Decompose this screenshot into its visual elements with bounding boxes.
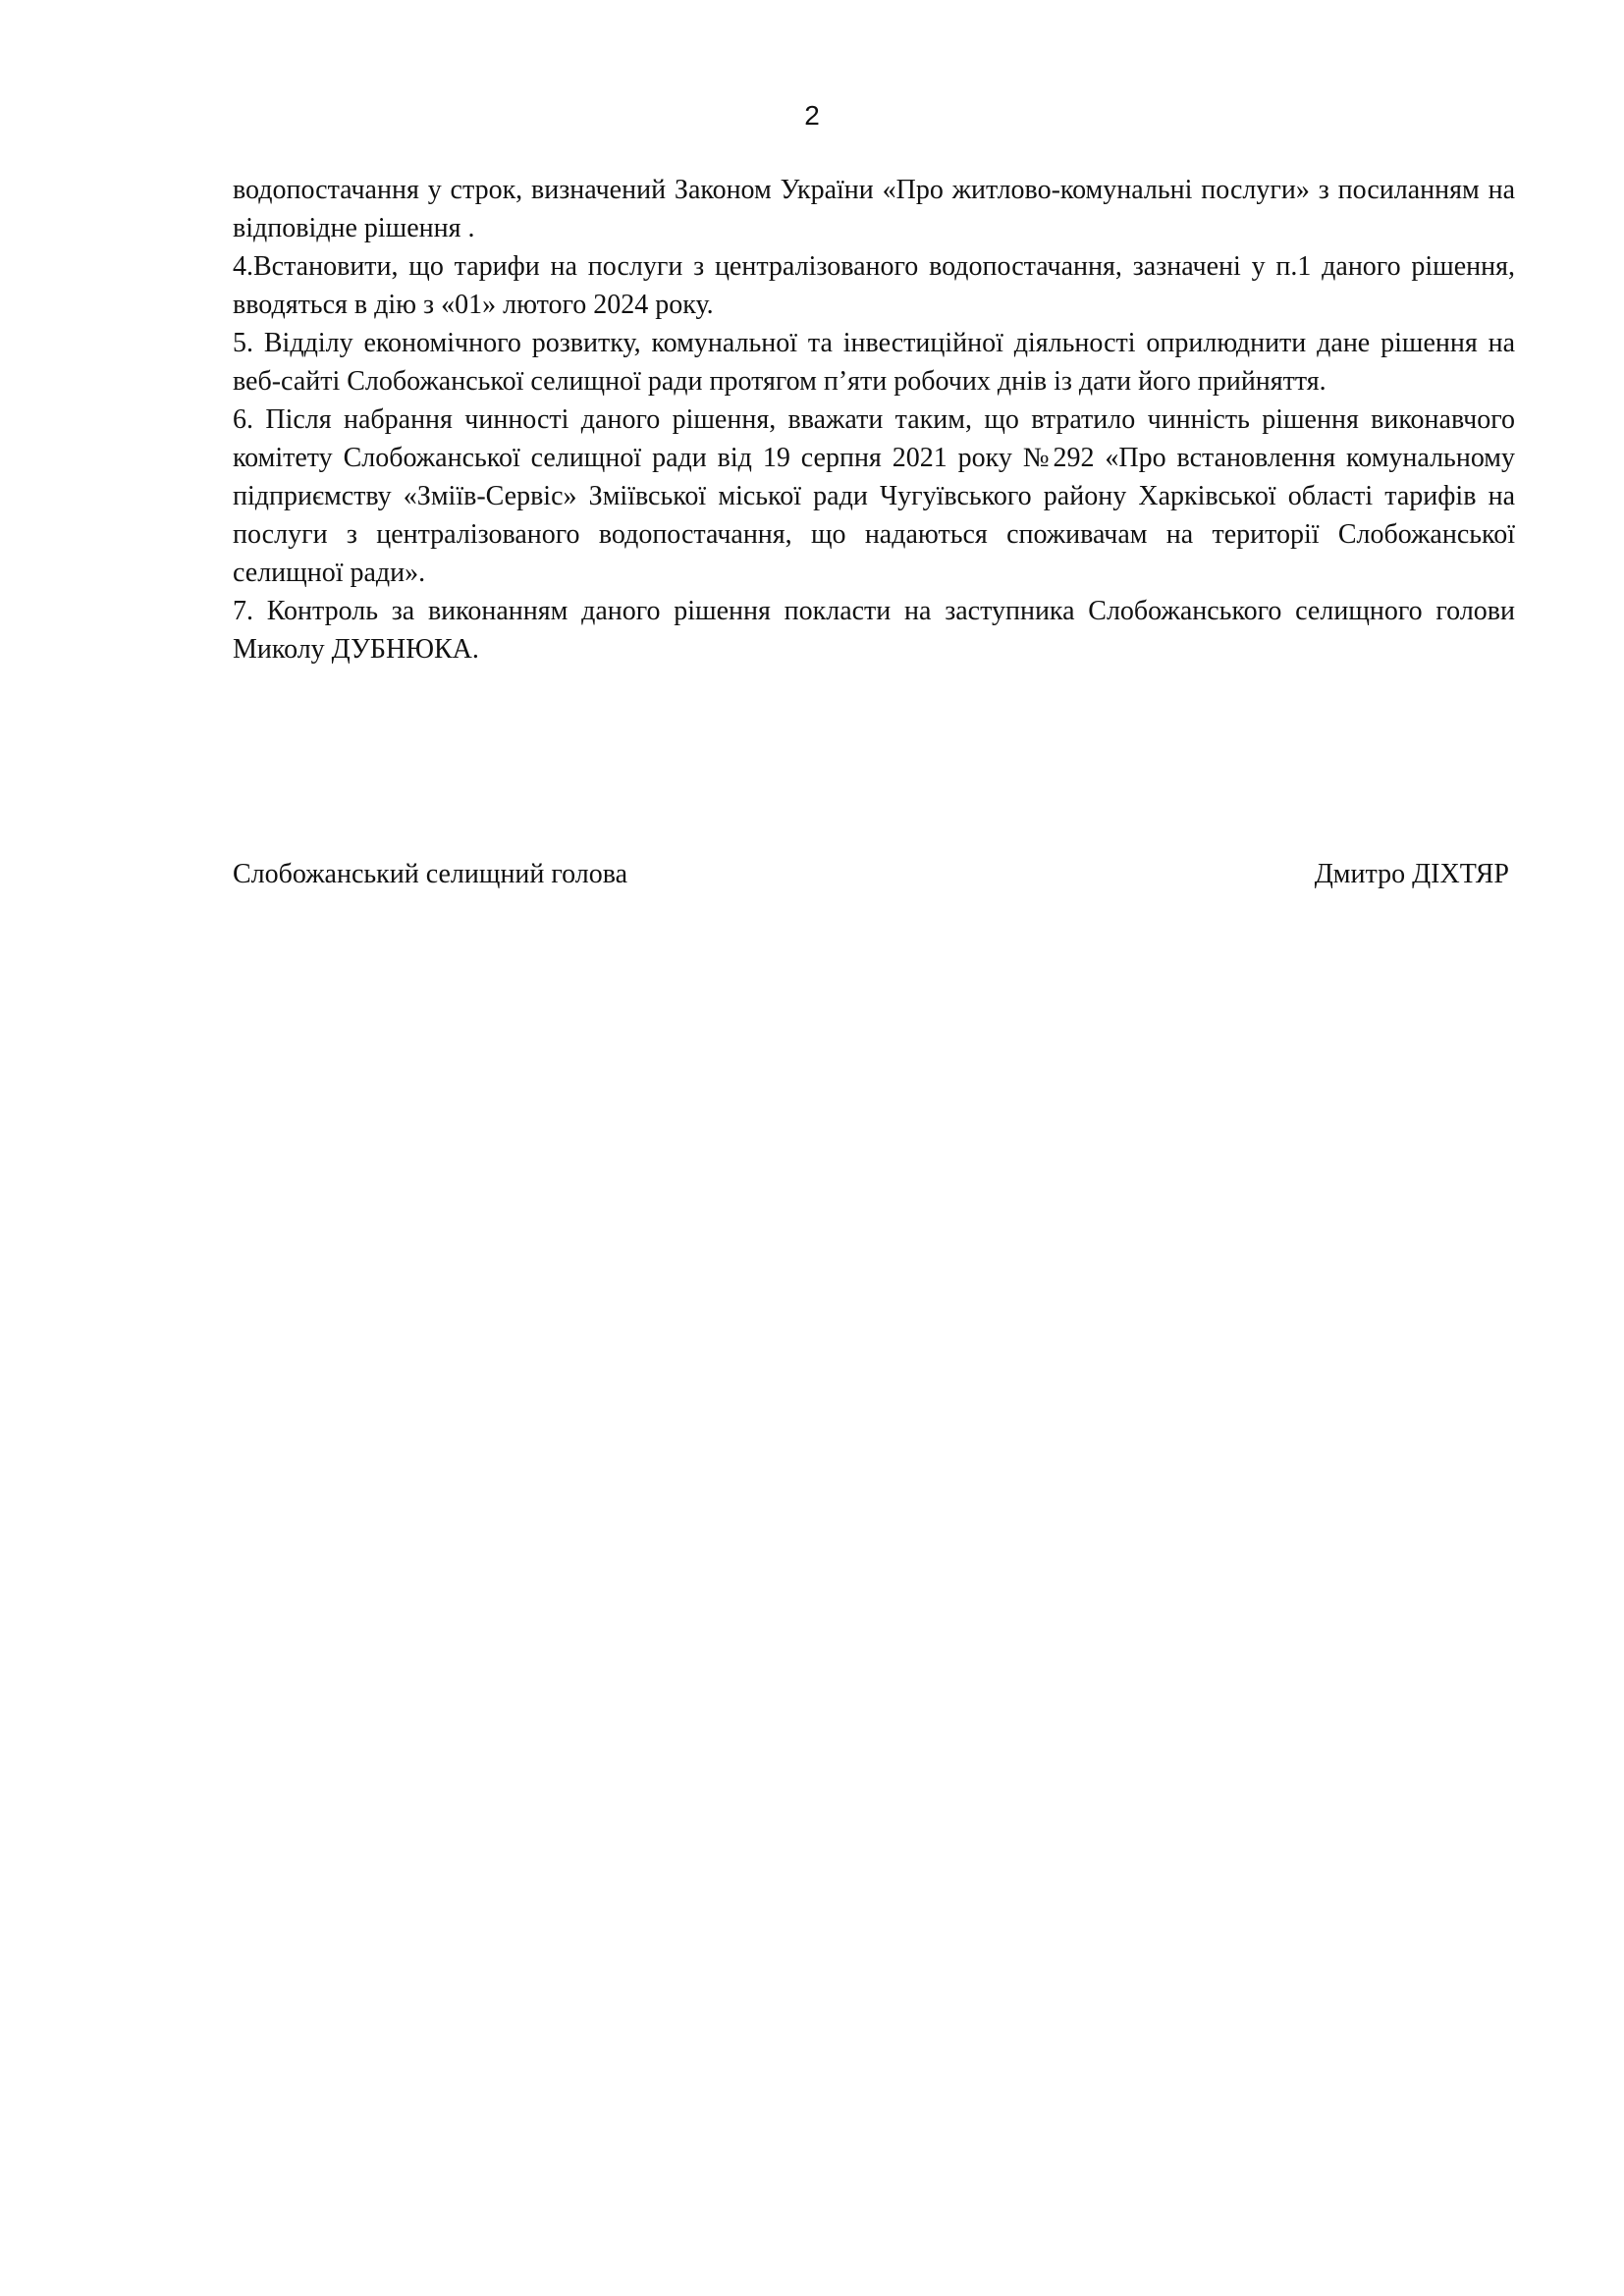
signatory-name: Дмитро ДІХТЯР — [1314, 859, 1509, 889]
paragraph-item-5: 5. Відділу економічного розвитку, комунальної та інвестиційної діяльності оприлюднити дане рішення на веб-сайті Слобожанської селищної ради протягом п’яти робочих днів із дати його прийняття. — [233, 328, 1515, 397]
signatory-title: Слобожанський селищний голова — [233, 859, 628, 889]
paragraph-item-6: 6. Після набрання чинності даного рішення, вважати таким, що втратило чинність рішення виконавчого комітету Слобожанської селищної ради від 19 серпня 2021 року №292 «Про встановлення комунальному підприємству «Зміїв-Сервіс» Зміївської міської ради Чугуївського району Харківської області тарифів на послуги з централізованого водопостачання, що надаються споживачам на території Слобожанської селищної ради». — [233, 404, 1515, 588]
document-body — [233, 171, 1515, 668]
paragraph-continuation: водопостачання у строк, визначений Законом України «Про житлово-комунальні послуги» з посиланням на відповідне рішення . — [233, 175, 1515, 243]
paragraph-item-7: 7. Контроль за виконанням даного рішення покласти на заступника Слобожанського селищного голови Миколу ДУБНЮКА. — [233, 596, 1515, 665]
paragraph-item-4: 4.Встановити, що тарифи на послуги з централізованого водопостачання, зазначені у п.1 даного рішення, вводяться в дію з «01» лютого 2024 року. — [233, 251, 1515, 320]
page-number: 2 — [804, 100, 820, 131]
